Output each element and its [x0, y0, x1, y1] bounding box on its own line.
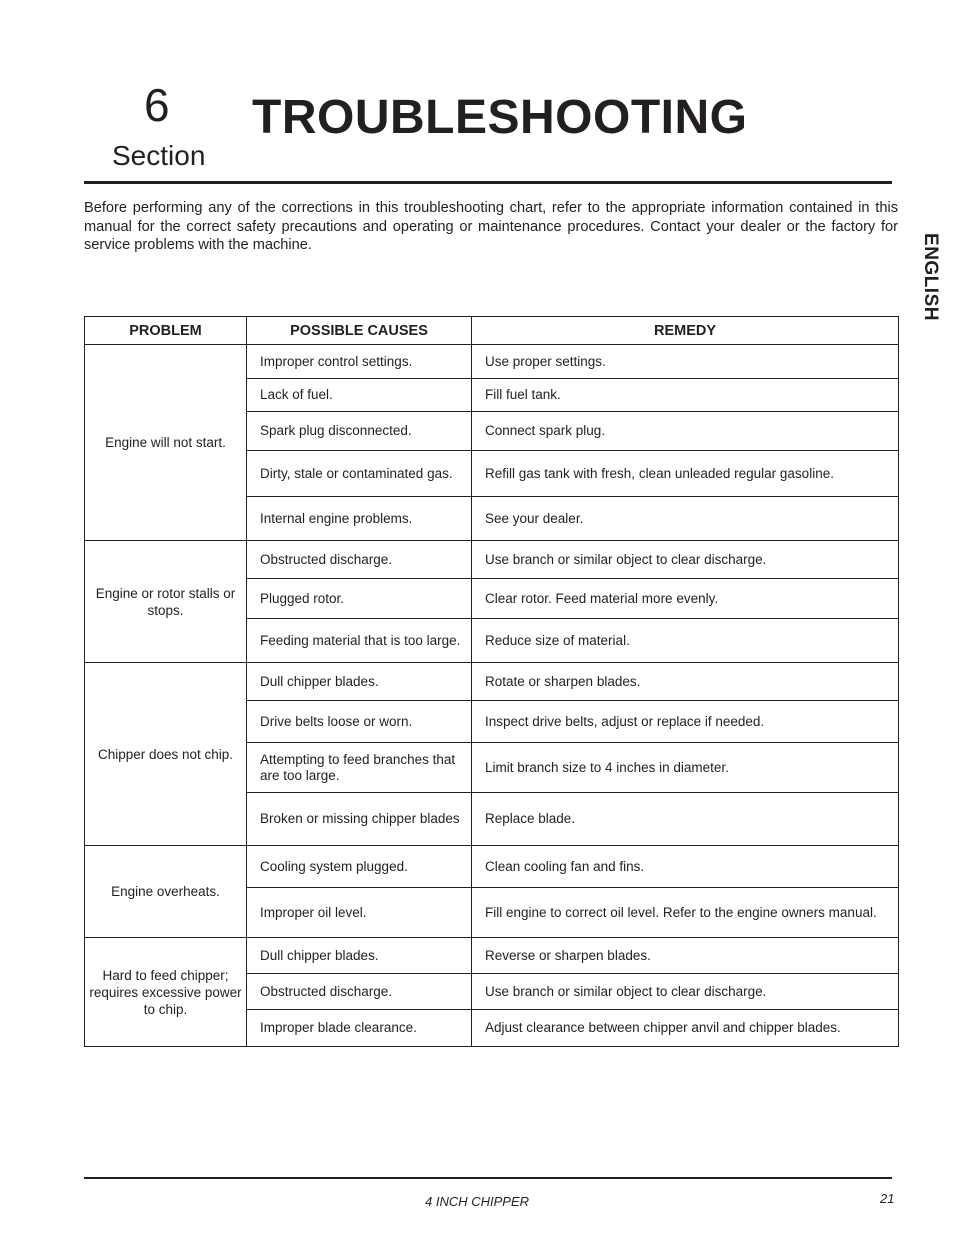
problem-cell: Engine will not start.	[85, 345, 247, 541]
cause-cell: Improper control settings.	[247, 345, 472, 379]
table-header-row	[85, 317, 899, 345]
problem-cell: Engine or rotor stalls or stops.	[85, 541, 247, 663]
remedy-cell: Replace blade.	[472, 793, 899, 846]
table-row	[85, 345, 899, 379]
remedy-cell: Use branch or similar object to clear discharge.	[472, 541, 899, 579]
remedy-cell: Fill engine to correct oil level. Refer to the engine owners manual.	[472, 888, 899, 938]
page-title: TROUBLESHOOTING	[252, 91, 748, 144]
cause-cell: Attempting to feed branches that are too large.	[247, 743, 472, 793]
section-label: Section	[112, 140, 206, 171]
section-number: 6	[144, 79, 170, 131]
table-row	[85, 663, 899, 701]
remedy-cell: Clear rotor. Feed material more evenly.	[472, 579, 899, 619]
table-row	[85, 846, 899, 888]
remedy-cell: Connect spark plug.	[472, 412, 899, 451]
page-number: 21	[880, 1191, 895, 1206]
header-divider	[84, 181, 892, 184]
footer-divider	[84, 1177, 892, 1179]
cause-cell: Drive belts loose or worn.	[247, 701, 472, 743]
cause-cell: Obstructed discharge.	[247, 974, 472, 1010]
cause-cell: Cooling system plugged.	[247, 846, 472, 888]
remedy-cell: Reduce size of material.	[472, 619, 899, 663]
cause-cell: Improper blade clearance.	[247, 1010, 472, 1047]
column-header-problem: PROBLEM	[85, 317, 247, 345]
cause-cell: Obstructed discharge.	[247, 541, 472, 579]
remedy-cell: Limit branch size to 4 inches in diameter.	[472, 743, 899, 793]
cause-cell: Feeding material that is too large.	[247, 619, 472, 663]
column-header-remedy: REMEDY	[472, 317, 899, 345]
remedy-cell: Reverse or sharpen blades.	[472, 938, 899, 974]
remedy-cell: Use proper settings.	[472, 345, 899, 379]
remedy-cell: Clean cooling fan and fins.	[472, 846, 899, 888]
cause-cell: Spark plug disconnected.	[247, 412, 472, 451]
remedy-cell: See your dealer.	[472, 497, 899, 541]
intro-paragraph: Before performing any of the corrections in this troubleshooting chart, refer to the appropriate information contained in this manual for the correct safety precautions and operating or maintenance procedures. Contact your dealer or the factory for service problems with the machine.	[84, 200, 898, 253]
cause-cell: Lack of fuel.	[247, 379, 472, 412]
remedy-cell: Rotate or sharpen blades.	[472, 663, 899, 701]
table-row	[85, 938, 899, 974]
language-tab-label: ENGLISH	[920, 233, 941, 321]
cause-cell: Improper oil level.	[247, 888, 472, 938]
troubleshooting-table	[84, 316, 899, 1047]
remedy-cell: Refill gas tank with fresh, clean unleaded regular gasoline.	[472, 451, 899, 497]
problem-cell: Hard to feed chipper; requires excessive power to chip.	[85, 938, 247, 1047]
remedy-cell: Adjust clearance between chipper anvil and chipper blades.	[472, 1010, 899, 1047]
problem-cell: Engine overheats.	[85, 846, 247, 938]
remedy-cell: Use branch or similar object to clear discharge.	[472, 974, 899, 1010]
cause-cell: Internal engine problems.	[247, 497, 472, 541]
footer-product-name: 4 INCH CHIPPER	[424, 1194, 530, 1209]
language-tab	[918, 224, 942, 330]
cause-cell: Dirty, stale or contaminated gas.	[247, 451, 472, 497]
table-row	[85, 541, 899, 579]
remedy-cell: Inspect drive belts, adjust or replace if needed.	[472, 701, 899, 743]
column-header-causes: POSSIBLE CAUSES	[247, 317, 472, 345]
problem-cell: Chipper does not chip.	[85, 663, 247, 846]
remedy-cell: Fill fuel tank.	[472, 379, 899, 412]
cause-cell: Broken or missing chipper blades	[247, 793, 472, 846]
cause-cell: Dull chipper blades.	[247, 663, 472, 701]
cause-cell: Plugged rotor.	[247, 579, 472, 619]
cause-cell: Dull chipper blades.	[247, 938, 472, 974]
